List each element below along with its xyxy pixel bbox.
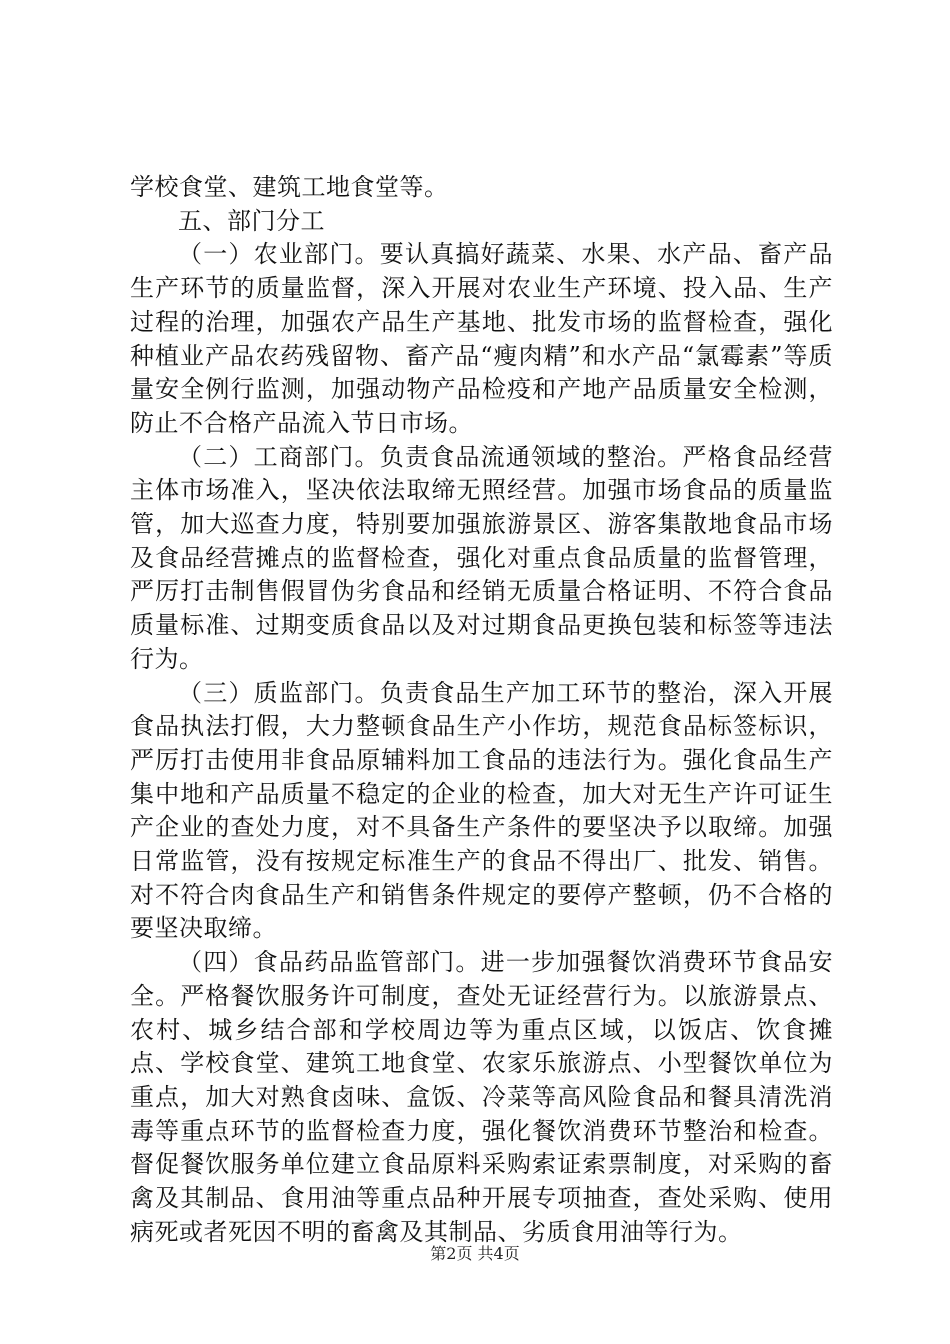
paragraph-quality-supervision: （三）质监部门。负责食品生产加工环节的整治，深入开展食品执法打假，大力整顿食品生产小作坊，规范食品标签标识，严厉打击使用非食品原辅料加工食品的违法行为。强化食品生产集中地和产品质量不稳定的企业的检查，加大对无生产许可证生产企业的查处力度，对不具备生产条件的要坚决予以取缔。加强日常监管，没有按规定标准生产的食品不得出厂、批发、销售。对不符合肉食品生产和销售条件规定的要停产整顿，仍不合格的要坚决取缔。	[130, 678, 833, 943]
paragraph-food-drug: （四）食品药品监管部门。进一步加强餐饮消费环节食品安全。严格餐饮服务许可制度，查处无证经营行为。以旅游景点、农村、城乡结合部和学校周边等为重点区域，以饭店、饮食摊点、学校食堂、建筑工地食堂、农家乐旅游点、小型餐饮单位为重点，加大对熟食卤味、盒饭、冷菜等高风险食品和餐具清洗消毒等重点环节的监督检查力度，强化餐饮消费环节整治和检查。督促餐饮服务单位建立食品原料采购索证索票制度，对采购的畜禽及其制品、食用油等重点品种开展专项抽查，查处采购、使用病死或者死因不明的畜禽及其制品、劣质食用油等行为。	[130, 948, 833, 1246]
section-heading: 五、部门分工	[178, 206, 325, 235]
document-body	[130, 171, 833, 1250]
paragraph-commerce: （二）工商部门。负责食品流通领域的整治。严格食品经营主体市场准入，坚决依法取缔无照经营。加强市场食品的质量监管，加大巡查力度，特别要加强旅游景区、游客集散地食品市场及食品经营摊点的监督检查，强化对重点食品质量的监督管理，严厉打击制售假冒伪劣食品和经销无质量合格证明、不符合食品质量标准、过期变质食品以及对过期食品更换包装和标签等违法行为。	[130, 442, 833, 673]
page-number-footer: 第2页 共4页	[430, 1244, 520, 1263]
paragraph-agriculture: （一）农业部门。要认真搞好蔬菜、水果、水产品、畜产品生产环节的质量监督，深入开展对农业生产环境、投入品、生产过程的治理，加强农产品生产基地、批发市场的监督检查，强化种植业产品农药残留物、畜产品“瘦肉精”和水产品“氯霉素”等质量安全例行监测，加强动物产品检疫和产地产品质量安全检测，防止不合格产品流入节日市场。	[130, 240, 833, 437]
paragraph-continuation: 学校食堂、建筑工地食堂等。	[130, 173, 449, 201]
